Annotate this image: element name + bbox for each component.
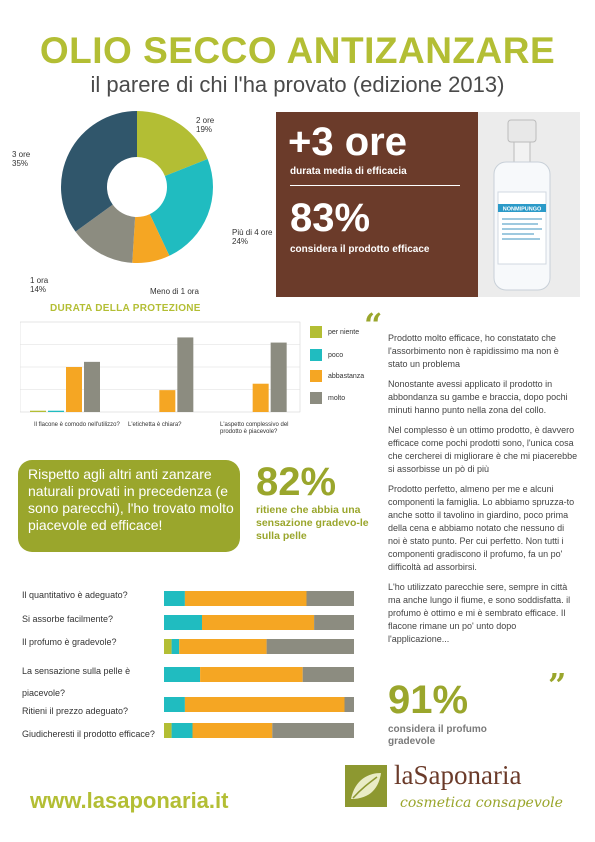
legend-swatch-per-niente [310, 326, 322, 338]
stacked-bar-segment [164, 591, 185, 606]
bar [159, 390, 175, 412]
pie-chart [0, 100, 275, 305]
website-link[interactable]: www.lasaponaria.it [30, 788, 229, 813]
stats-divider [290, 185, 460, 186]
pie-label-2ore: 2 ore 19% [196, 116, 215, 134]
stacked-bar-segment [200, 667, 303, 682]
legend-label: molto [328, 395, 346, 402]
stacked-bar-segment [267, 639, 354, 654]
callout-text: Rispetto agli altri anti zanzare naturali provati in precedenza (e sono parecchi), l'ho trovato molto piacevole ed efficace! [28, 466, 234, 533]
testimonial: Prodotto perfetto, almeno per me e alcuni componenti la famiglia. Lo abbiamo spruzza-to anche sotto il tavolino in giardino, poco prima della cena e abbiamo notato che nessuno di noi è stato punto. Per cui perfetto. Non tutti i componenti gradiscono il profumo, fa un po' difficoltà ad assorbirsi. [388, 484, 575, 572]
stacked-bar-segment [164, 615, 202, 630]
legend-swatch-molto [310, 392, 322, 404]
skin-stat: 82% [256, 460, 337, 504]
bar [66, 367, 82, 412]
question-label: Ritieni il prezzo adeguato? [22, 706, 129, 716]
brand-logo-name: laSaponaria [394, 760, 522, 790]
bar [271, 343, 287, 412]
legend-label: abbastanza [328, 373, 365, 380]
bar-category-label: L'aspetto complessivo del prodotto è piacevole? [220, 422, 289, 435]
testimonial: Nonostante avessi applicato il prodotto in abbondanza su gambe e braccia, dopo pochi minuti hanno punto nella zona del collo. [388, 379, 568, 415]
bar [48, 411, 64, 412]
bar-category-label: L'etichetta è chiara? [128, 422, 182, 428]
question-label: Il profumo è gradevole? [22, 637, 117, 647]
page-subtitle: il parere di chi l'ha provato (edizione 2013) [90, 72, 505, 97]
stacked-bar-segment [314, 615, 354, 630]
question-label: Il quantitativo è adeguato? [22, 590, 128, 600]
stacked-bar-segment [172, 639, 180, 654]
product-photo [478, 112, 580, 297]
bar [84, 362, 100, 412]
brand-tagline: cosmetica consapevole [400, 795, 563, 811]
hours-stat: +3 ore [288, 120, 407, 164]
stacked-bar-segment [307, 591, 355, 606]
question-label: Giudicheresti il prodotto efficace? [22, 729, 155, 739]
stacked-bar-segment [193, 723, 273, 738]
legend-label: per niente [328, 329, 360, 336]
perfume-stat-caption: considera il profumo gradevole [388, 724, 487, 747]
satisfaction-stacked-chart [164, 585, 356, 745]
question-label: Si assorbe facilmente? [22, 614, 114, 624]
perfume-stat: 91% [388, 678, 469, 722]
pie-label-1ora: 1 ora 14% [30, 276, 49, 294]
spray-bottle-icon [478, 112, 580, 297]
bar [253, 384, 269, 412]
stacked-bar-segment [179, 639, 266, 654]
stacked-bar-segment [272, 723, 354, 738]
stacked-bar-segment [303, 667, 354, 682]
stacked-bar-segment [185, 697, 345, 712]
close-quote-icon: ” [548, 666, 567, 704]
hours-stat-caption: durata media di efficacia [290, 166, 407, 177]
leaf-logo-icon [345, 765, 387, 807]
stacked-bar-segment [172, 723, 193, 738]
bar [30, 411, 46, 412]
effective-stat: 83% [290, 196, 371, 240]
testimonial: L'ho utilizzato parecchie sere, sempre in città ma anche lungo il fiume, e sono soddisfatta. il profumo è ottimo e mi è sembrato efficace. Il flacone rimane un po' unto dopo l'applicazione... [388, 582, 571, 644]
stacked-bar-segment [164, 697, 185, 712]
page-title: OLIO SECCO ANTIZANZARE [39, 30, 556, 71]
stacked-bar-segment [164, 667, 200, 682]
stacked-bar-segment [164, 723, 172, 738]
svg-text:NONMIPUNGO: NONMIPUNGO [502, 206, 542, 213]
stacked-bar-segment [202, 615, 314, 630]
legend-label: poco [328, 352, 344, 359]
stacked-bar-segment [164, 639, 172, 654]
bar-category-label: Il flacone è comodo nell'utilizzo? [34, 422, 120, 428]
pie-label-3ore: 3 ore 35% [12, 150, 31, 168]
open-quote-icon: “ [364, 306, 383, 344]
pie-label-4ore: Più di 4 ore 24% [232, 228, 273, 246]
stacked-bar-segment [345, 697, 355, 712]
skin-stat-caption: ritiene che abbia una sensazione gradevo-le sulla pelle [256, 504, 369, 542]
testimonials [388, 332, 578, 653]
effective-stat-caption: considera il prodotto efficace [290, 244, 430, 255]
pie-chart-title: DURATA DELLA PROTEZIONE [50, 303, 201, 314]
question-label: La sensazione sulla pelle è piacevole? [22, 666, 131, 698]
testimonial: Nel complesso è un ottimo prodotto, è davvero efficace come pochi prodotti sono, l'unica cosa che cercherei di migliorare è che mi piacerebbe si assorbisse un pò di più [388, 425, 578, 474]
bar [177, 337, 193, 412]
stacked-bar-segment [185, 591, 307, 606]
testimonial: Prodotto molto efficace, ho constatato che l'assorbimento non è rapidissimo ma non è stato un problema [388, 333, 559, 369]
pie-label-meno1: Meno di 1 ora [150, 287, 199, 296]
legend-swatch-abbastanza [310, 370, 322, 382]
pie-slice [61, 111, 137, 232]
legend-swatch-poco [310, 349, 322, 361]
